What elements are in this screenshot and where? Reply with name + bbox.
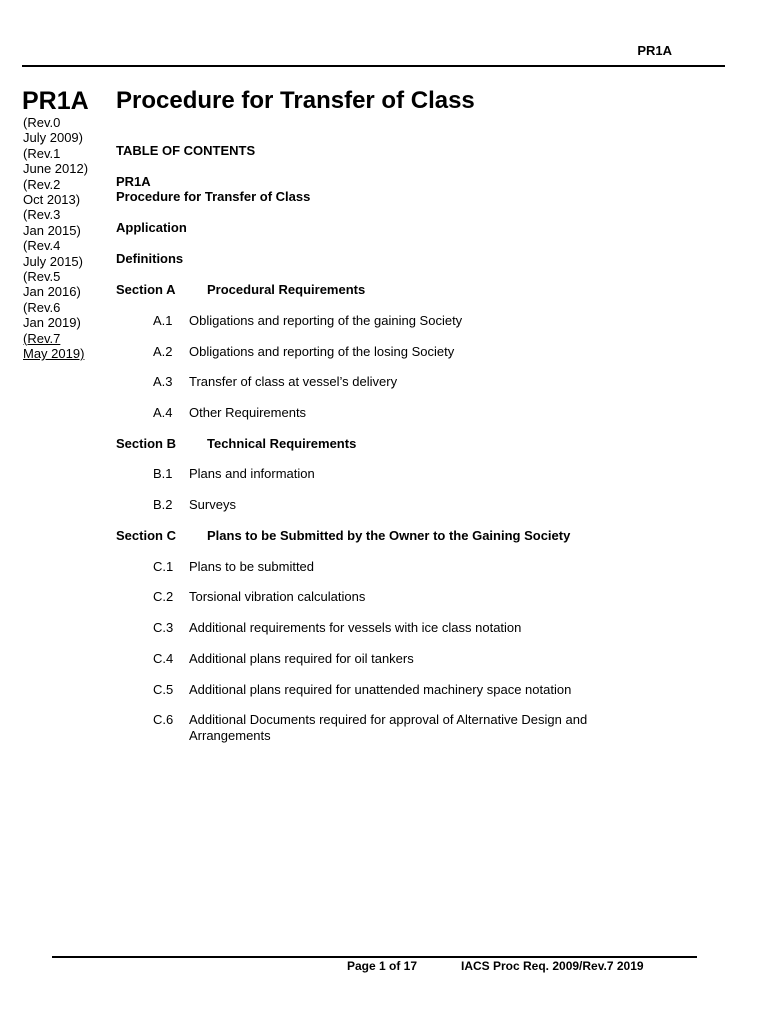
revision-line: (Rev.5: [23, 269, 61, 285]
toc-application: Application: [116, 220, 187, 235]
revision-line: (Rev.0: [23, 115, 61, 130]
toc-section-label: Section C: [116, 528, 176, 543]
toc-item-text: Plans and information: [189, 466, 315, 481]
toc-item-number: C.5: [153, 682, 174, 697]
toc-item-text: Torsional vibration calculations: [189, 589, 366, 604]
revision-line: (Rev.6: [23, 299, 61, 315]
toc-item-number: A.1: [153, 313, 173, 328]
revision-line-current: May 2019): [23, 346, 85, 362]
revision-line: (Rev.4: [23, 238, 61, 254]
revision-line: Oct 2013): [23, 192, 81, 208]
footer-reference: IACS Proc Req. 2009/Rev.7 2019: [461, 959, 644, 973]
toc-section-title: Plans to be Submitted by the Owner to the Gaining Society: [207, 528, 571, 543]
toc-item-number: B.2: [153, 497, 173, 512]
toc-item-number: A.4: [153, 405, 173, 420]
toc-item-text: Obligations and reporting of the gaining Society: [189, 313, 463, 328]
toc-item-number: A.3: [153, 374, 173, 389]
toc-pr-code: PR1A: [116, 174, 151, 189]
revision-line: Jan 2019): [23, 315, 81, 331]
document-code: PR1A: [22, 87, 89, 115]
toc-item-number: C.4: [153, 651, 174, 666]
revision-line: (Rev.2: [23, 176, 61, 192]
footer-page-number: Page 1 of 17: [347, 959, 418, 973]
toc-item-number: C.3: [153, 620, 174, 635]
toc-item-text: Additional plans required for unattended machinery space notation: [189, 682, 572, 697]
toc-section-label: Section B: [116, 436, 176, 451]
revision-line: July 2015): [23, 253, 83, 269]
revision-line: (Rev.1: [23, 145, 61, 161]
toc-definitions: Definitions: [116, 251, 184, 266]
toc-item-number: C.2: [153, 589, 174, 604]
toc-heading: TABLE OF CONTENTS: [116, 143, 256, 158]
toc-item-text: Other Requirements: [189, 405, 307, 420]
revision-line: Jan 2016): [23, 284, 81, 300]
toc-item-text: Plans to be submitted: [189, 559, 315, 574]
toc-section-title: Technical Requirements: [207, 436, 357, 451]
revision-line: July 2009): [23, 130, 83, 146]
revision-line-current: (Rev.7: [23, 330, 61, 346]
revision-line: Jan 2015): [23, 222, 81, 238]
toc-section-label: Section A: [116, 282, 176, 297]
toc-item-number: B.1: [153, 466, 173, 481]
toc-item-text: Additional requirements for vessels with ice class notation: [189, 620, 522, 635]
toc-item-number: C.1: [153, 559, 174, 574]
toc-item-text: Additional Documents required for approval of Alternative Design and Arrangements: [189, 712, 588, 743]
toc-item-text: Additional plans required for oil tankers: [189, 651, 414, 666]
document-title: Procedure for Transfer of Class: [116, 87, 475, 114]
toc-item-number: A.2: [153, 344, 173, 359]
toc-item-text: Surveys: [189, 497, 236, 512]
header-code: PR1A: [637, 43, 672, 58]
toc-section-title: Procedural Requirements: [207, 282, 366, 297]
revision-line: June 2012): [23, 161, 89, 177]
toc-item-text: Obligations and reporting of the losing Society: [189, 344, 455, 359]
toc-item-text: Transfer of class at vessel’s delivery: [189, 374, 398, 389]
toc-item-number: C.6: [153, 712, 174, 727]
revision-line: (Rev.3: [23, 207, 61, 223]
footer-rule: [52, 956, 697, 958]
toc-pr-title: Procedure for Transfer of Class: [116, 189, 311, 204]
